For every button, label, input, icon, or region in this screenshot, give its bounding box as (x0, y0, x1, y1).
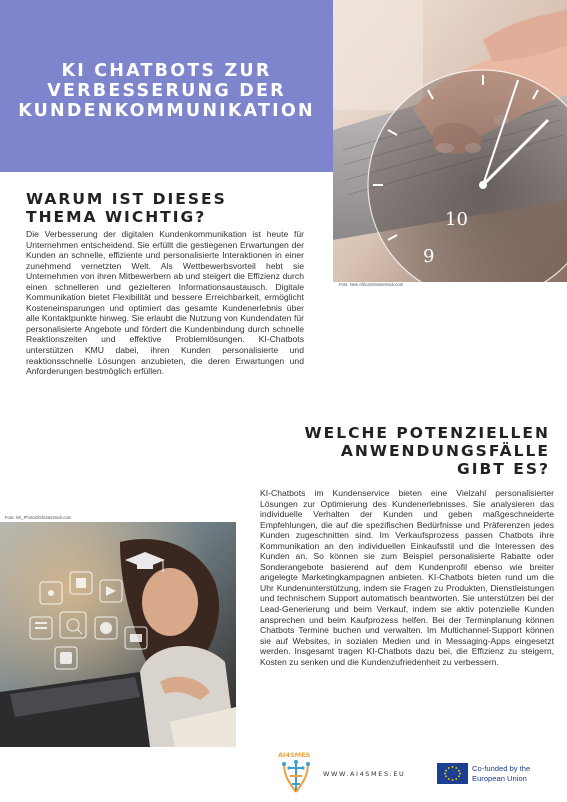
svg-text:10: 10 (445, 209, 468, 230)
section-heading-why-important (26, 190, 227, 226)
heading-line: GIBT ES? (456, 460, 550, 478)
title-banner (0, 0, 333, 172)
photo-credit-top: Foto: New Africa/Shutterstock.com (339, 282, 404, 287)
ai4smes-logo (276, 748, 316, 796)
page-title-line-2: VERBESSERUNG DER (47, 81, 286, 101)
heading-line: WARUM IST DIESES (26, 190, 227, 208)
eu-text-line-2: European Union (472, 773, 527, 783)
page-title-line-3: KUNDENKOMMUNIKATION (18, 101, 315, 121)
svg-text:AI4SMES: AI4SMES (278, 751, 311, 759)
eu-cofunded-text (472, 764, 530, 783)
section-body-why-important: Die Verbesserung der digitalen Kundenkommunikation ist heute für Unternehmen entscheidend. Sie erfüllt die gestiegenen Erwartungen der Kunden an schnelle, effiziente und personalisierte Interaktionen in einer zunehmend vernetzten Welt. Als Wettbewerbsvorteil hebt sie Unternehmen von ihren Mitbewerbern ab und steigert die Effizienz durch einen schnelleren und gezielteren Informationsaustausch. Digitale Kommunikation bietet Flexibilität und bessere Erreichbarkeit, ermöglicht Kosteneinsparungen und optimiert das gesamte Kundenerlebnis über alle Kontaktpunkte hinweg. Sie erlaubt die Nutzung von Kundendaten für personalisierte Angebote und fördert die Kundenbindung durch schnelle Reaktionszeiten und effektive Problemlösungen. KI-Chatbots unterstützen KMU dabei, ihren Kunden personalisierte und reaktionsschnelle Lösungen anzubieten, die deren Erwartungen und Anforderungen bestmöglich erfüllen. (26, 229, 304, 377)
website-url[interactable]: WWW.AI4SMES.EU (323, 770, 406, 778)
laptop-typing-photo (333, 0, 567, 282)
eu-flag-icon (437, 763, 468, 784)
heading-line: ANWENDUNGSFÄLLE (340, 442, 550, 460)
section-body-use-cases: KI-Chatbots im Kundenservice bieten eine Vielzahl personalisierter Lösungen zur Optimierung des Kundenerlebnisses. Sie analysieren das individuelle Verhalten der Kunden und geben maßgeschneiderte Empfehlungen, die auf die spezifischen Bedürfnisse und Präferenzen jedes Kunden zugeschnitten sind. Im Verkaufsprozess passen Chatbots ihre Kommunikation an den individuellen Einkaufsstil und die Interessen des Kunden an. So können sie zum Beispiel personalisierte Rabatte oder Sonderangebote basierend auf dem Kundenprofil ebenso wie breiter angelegte Marketingkampagnen anbieten. KI-Chatbots bieten rund um die Uhr Kundenunterstützung, indem sie Fragen zu Produkten, Dienstleistungen und technischem Support automatisch beantworten. Sie unterstützen bei der Lead-Generierung und beim Verkauf, indem sie aktiv potenzielle Kunden ansprechen und beim Kaufprozess helfen. Bei der Terminplanung können Chatbots Termine buchen und verwalten. Im Multichannel-Support können sie auf Websites, in sozialen Medien und in Messaging-Apps eingesetzt werden. Insgesamt tragen KI-Chatbots dazu bei, die Effizienz zu steigern, Kosten zu senken und die Kundenzufriedenheit zu verbessern. (260, 488, 554, 667)
svg-text:9: 9 (423, 246, 435, 267)
photo-credit-bottom: Foto: SK_Photoid/Shutterstock.com (5, 515, 72, 520)
section-heading-use-cases (305, 424, 550, 478)
heading-line: THEMA WICHTIG? (26, 208, 207, 226)
chatbot-hologram-photo (0, 522, 236, 747)
page-title-line-1: KI CHATBOTS ZUR (61, 61, 272, 81)
eu-text-line-1: Co-funded by the (472, 764, 531, 773)
heading-line: WELCHE POTENZIELLEN (304, 424, 550, 442)
